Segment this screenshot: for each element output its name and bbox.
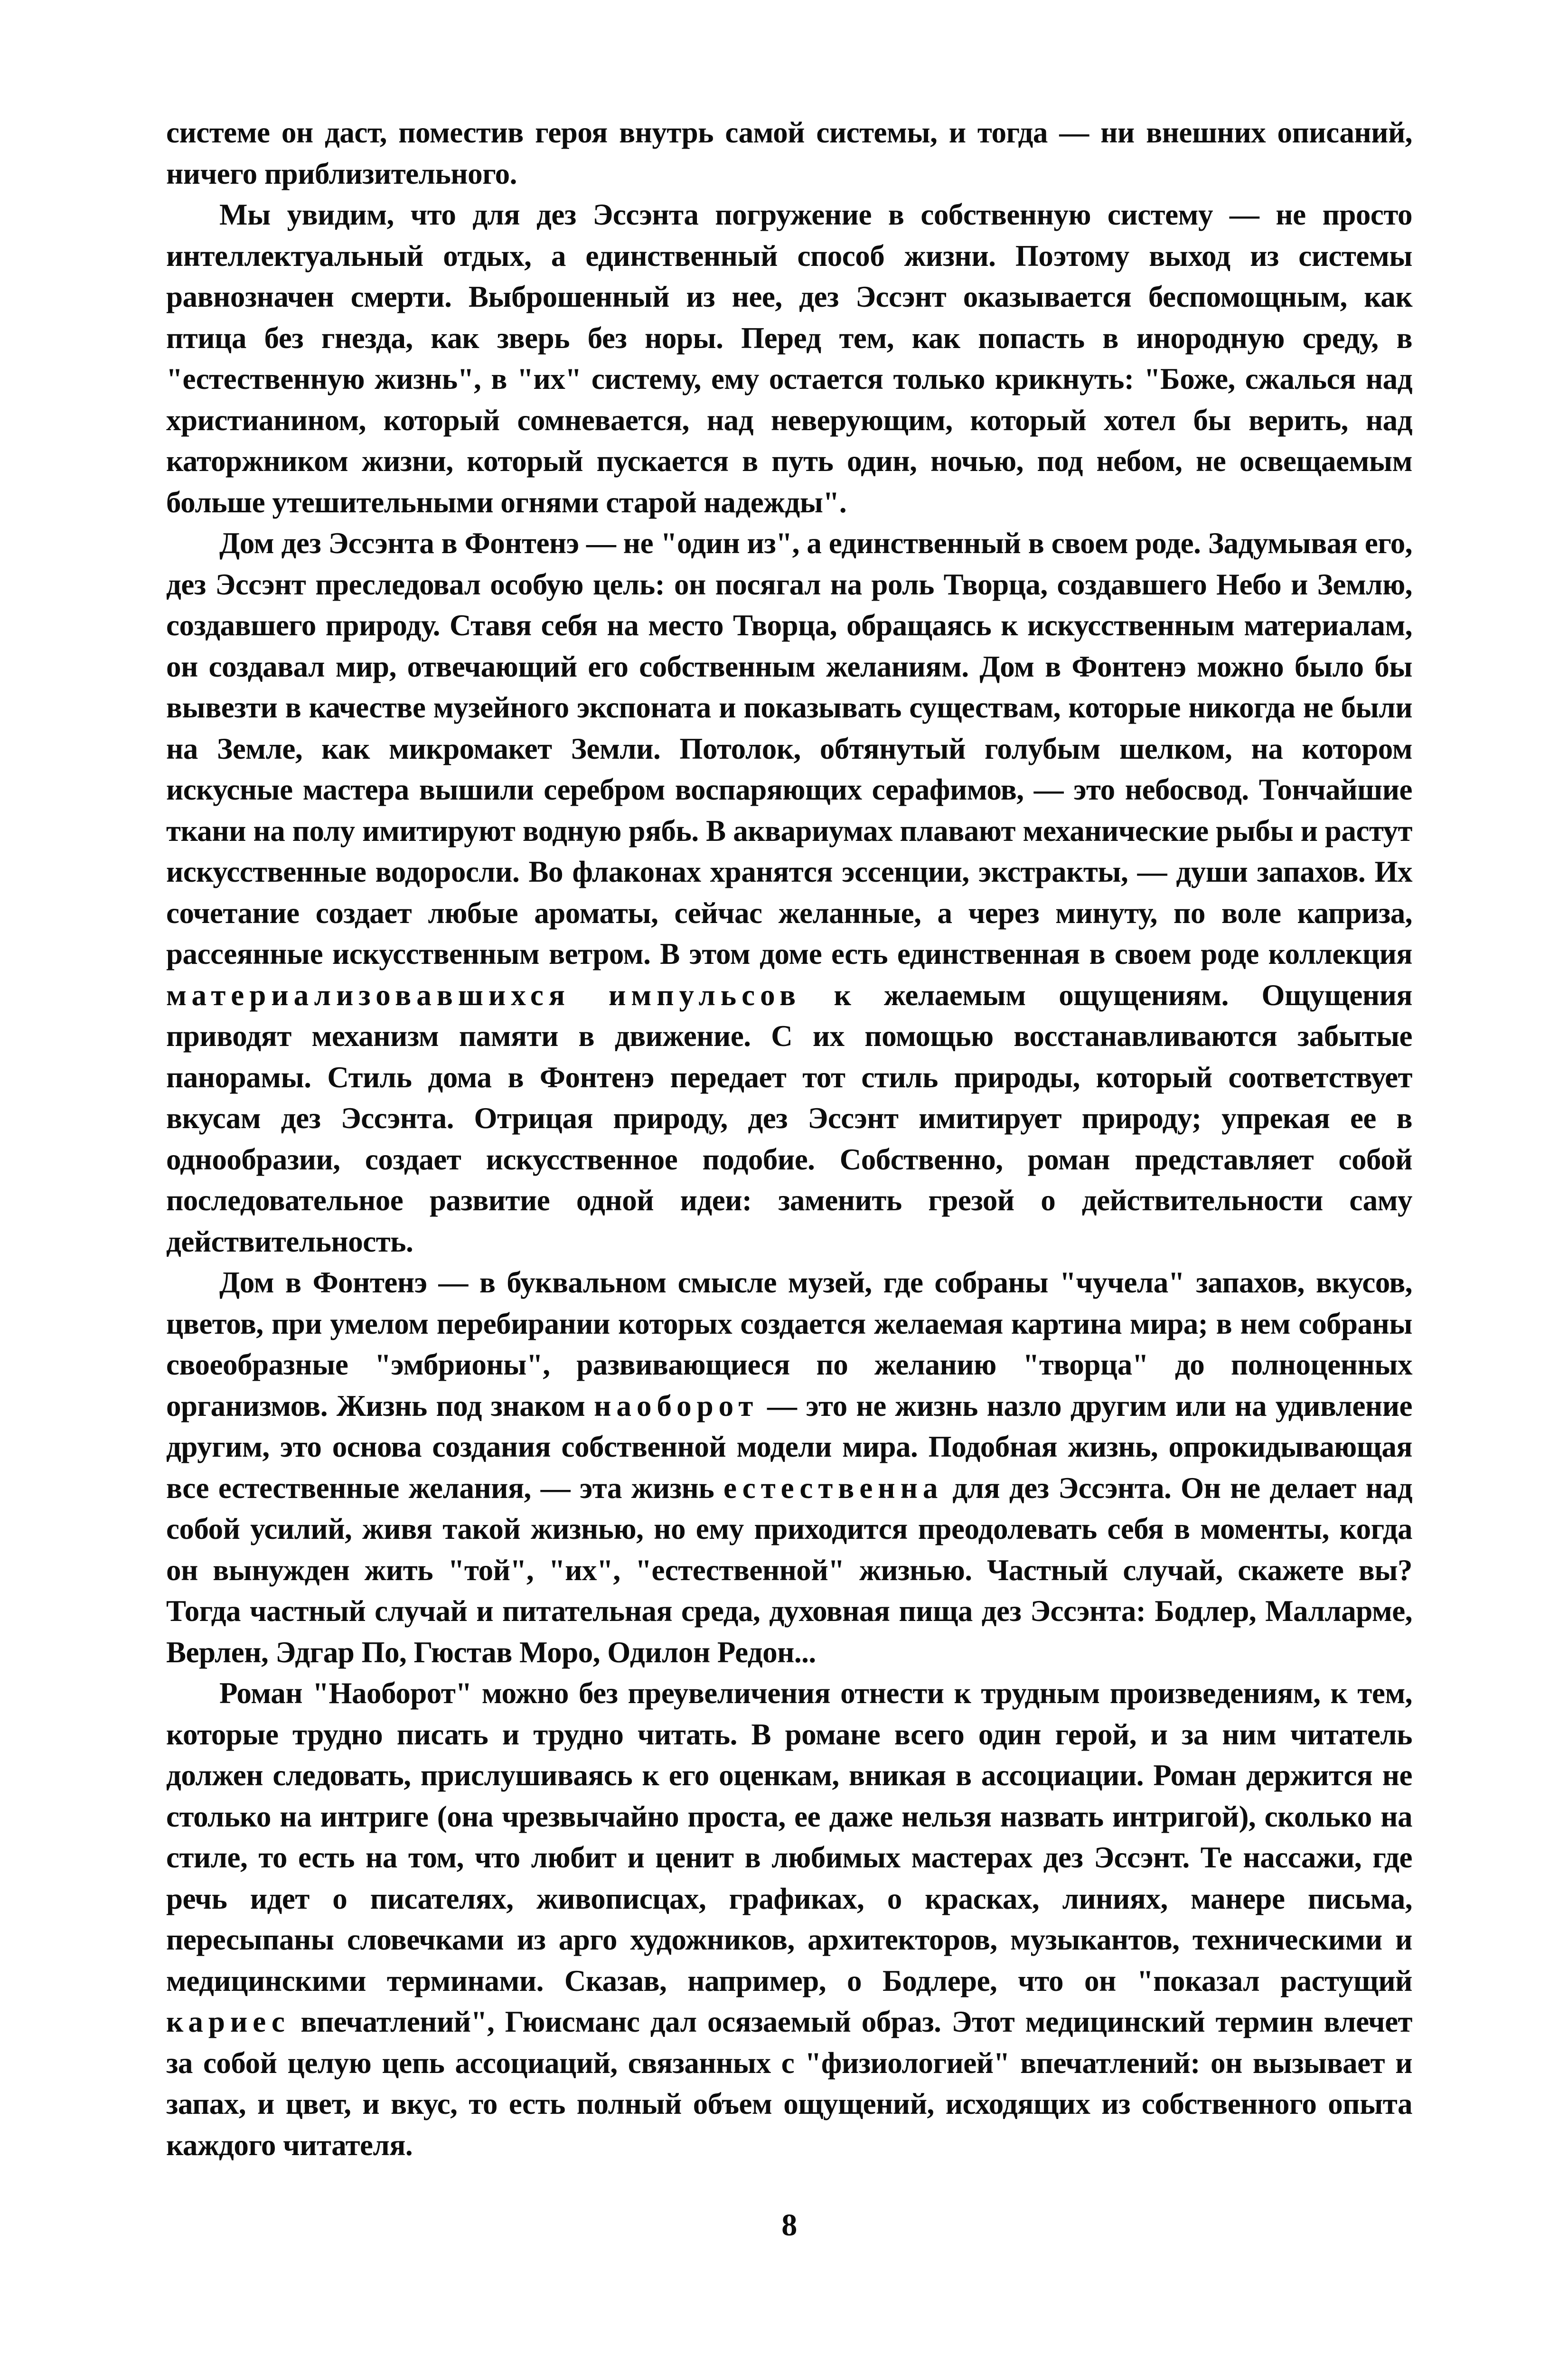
- spaced-emphasis: наоборот: [594, 1389, 759, 1423]
- body-paragraph: [166, 1262, 1412, 1673]
- spaced-emphasis: материализовавшихся импульсов: [166, 978, 801, 1012]
- body-paragraph: [166, 523, 1412, 1262]
- body-paragraph: [166, 1673, 1412, 2166]
- page-number: 8: [781, 2208, 797, 2242]
- text-run: Дом дез Эссэнта в Фонтенэ — не "один из", а единственный в своем роде. Задумывая его, дез Эссэнт преследовал особую цель: он посягал на роль Творца, создавшего Небо и Землю, создавшего природу. Ставя себя на место Творца, обращаясь к искусственным материалам, он создавал мир, отвечающий его собственным желаниям. Дом в Фонтенэ можно было бы вывезти в качестве музейного экспоната и показывать существам, которые никогда не были на Земле, как микромакет Земли. Потолок, обтянутый голубым шелком, на котором искусные мастера вышили серебром воспаряющих серафимов, — это небосвод. Тончайшие ткани на полу имитируют водную рябь. В аквариумах плавают механические рыбы и растут искусственные водоросли. Во флаконах хранятся эссенции, экстракты, — души запахов. Их сочетание создает любые ароматы, сейчас желанные, а через минуту, по воле каприза, рассеянные искусственным ветром. В этом доме есть единственная в своем роде коллекция: [166, 527, 1412, 970]
- body-paragraph: [166, 194, 1412, 523]
- body-paragraph: [166, 112, 1412, 194]
- text-run: к желаемым ощущениям. Ощущения приводят механизм памяти в движение. С их помощью восстанавливаются забытые панорамы. Стиль дома в Фонтенэ передает тот стиль природы, который соответствует вкусам дез Эссэнта. Отрицая природу, дез Эссэнт имитирует природу; упрекая ее в однообразии, создает искусственное подобие. Собственно, роман представляет собой последовательное развитие одной идеи: заменить грезой о действительности саму действительность.: [166, 978, 1413, 1258]
- spaced-emphasis: естественна: [723, 1471, 943, 1505]
- text-run: Дом в Фонтенэ — в буквальном смысле музей, где собраны "чучела" запахов, вкусов, цветов, при умелом перебирании которых создается желаемая картина мира; в нем собраны своеобразные "эмбрионы", развивающиеся по желанию "творца" до полноценных организмов. Жизнь под знаком: [166, 1266, 1412, 1423]
- text-run: Мы увидим, что для дез Эссэнта погружение в собственную систему — не просто интеллектуальный отдых, а единственный способ жизни. Поэтому выход из системы равнозначен смерти. Выброшенный из нее, дез Эссэнт оказывается беспомощным, как птица без гнезда, как зверь без норы. Перед тем, как попасть в инородную среду, в "естественную жизнь", в "их" систему, ему остается только крикнуть: "Боже, сжалься над христианином, который сомневается, над неверующим, который хотел бы верить, над каторжником жизни, который пускается в путь один, ночью, под небом, не освещаемым больше утешительными огнями старой надежды".: [166, 198, 1412, 519]
- text-run: Роман "Наоборот" можно без преувеличения отнести к трудным произведениям, к тем, которые трудно писать и трудно читать. В романе всего один герой, и за ним читатель должен следовать, прислушиваясь к его оценкам, вникая в ассоциации. Роман держится не столько на интриге (она чрезвычайно проста, ее даже нельзя назвать интригой), сколько на стиле, то есть на том, что любит и ценит в любимых мастерах дез Эссэнт. Те нассажи, где речь идет о писателях, живописцах, графиках, о красках, линиях, манере письма, пересыпаны словечками из арго художников, архитекторов, музыкантов, техническими и медицинскими терминами. Сказав, например, о Бодлере, что он "показал растущий: [166, 1677, 1412, 1997]
- text-run: системе он даст, поместив героя внутрь самой системы, и тогда — ни внешних описаний, ничего приблизительного.: [166, 116, 1412, 190]
- body-text: [166, 112, 1412, 2166]
- text-run: впечатлений", Гюисманс дал осязаемый образ. Этот медицинский термин влечет за собой целую цепь ассоциаций, связанных с "физиологией" впечатлений: он вызывает и запах, и цвет, и вкус, то есть полный объем ощущений, исходящих из собственного опыта каждого читателя.: [166, 2005, 1412, 2162]
- text-run: для дез Эссэнта. Он не делает над собой усилий, живя такой жизнью, но ему приходится преодолевать себя в моменты, когда он вынужден жить "той", "их", "естественной" жизнью. Частный случай, скажете вы? Тогда частный случай и питательная среда, духовная пища дез Эссэнта: Бодлер, Малларме, Верлен, Эдгар По, Гюстав Моро, Одилон Редон...: [166, 1471, 1412, 1669]
- spaced-emphasis: кариес: [166, 2005, 290, 2038]
- text-run: — это не жизнь назло другим или на удивление другим, это основа создания собственной модели мира. Подобная жизнь, опрокидывающая все естественные желания, — эта жизнь: [166, 1389, 1412, 1505]
- document-page: [166, 112, 1412, 2344]
